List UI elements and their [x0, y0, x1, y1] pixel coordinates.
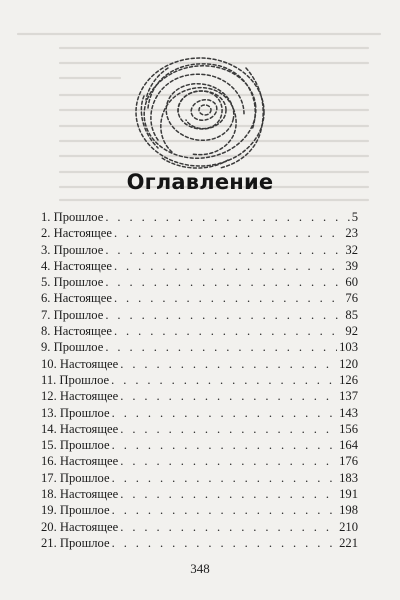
toc-entry-label: 1. Прошлое [41, 210, 104, 224]
toc-entry [41, 535, 358, 551]
toc-entry-page: 126 [339, 372, 358, 387]
page-number: 348 [190, 561, 210, 576]
dashed-swirl-emblem [128, 48, 272, 178]
toc-entry-page: 92 [345, 324, 358, 339]
toc-entry-label: 10. Настоящее [41, 356, 119, 371]
toc-entry-page: 156 [339, 421, 358, 436]
toc-entry-page: 39 [345, 258, 358, 273]
toc-entry [41, 323, 358, 339]
toc-entry-label: 6. Настоящее [41, 291, 112, 306]
dot-leader [114, 290, 343, 306]
toc-entry [41, 372, 358, 388]
toc-entry-label: 3. Прошлое [41, 242, 104, 257]
toc-entry [41, 339, 358, 355]
dot-leader [120, 453, 337, 469]
toc-entry-label: 9. Прошлое [41, 340, 104, 355]
toc-entry [41, 258, 358, 274]
toc-entry-page: 5 [351, 210, 358, 224]
toc-entry [41, 519, 358, 535]
toc-entry-page: 23 [345, 226, 358, 241]
toc-entry-page: 164 [339, 438, 358, 453]
toc-entry-page: 137 [339, 389, 358, 404]
toc-entry-page: 32 [345, 242, 358, 257]
toc-entry-label: 5. Прошлое [41, 275, 104, 290]
toc-entry [41, 437, 358, 453]
toc-entry [41, 225, 358, 241]
toc-entry [41, 356, 358, 372]
dot-leader [114, 323, 343, 339]
toc-entry-page: 76 [345, 291, 358, 306]
toc-entry-label: 2. Настоящее [41, 226, 112, 241]
contents-title: Оглавление [126, 170, 274, 194]
toc-entry [41, 453, 358, 469]
toc-entry [41, 290, 358, 306]
dot-leader [105, 209, 349, 225]
toc-entry-label: 7. Прошлое [41, 307, 104, 322]
dot-leader [114, 225, 343, 241]
toc-entry-label: 8. Настоящее [41, 324, 112, 339]
toc-entry-label: 15. Прошлое [41, 438, 110, 453]
toc-entry-page: 85 [345, 307, 358, 322]
toc-entry-label: 12. Настоящее [41, 389, 119, 404]
dot-leader [112, 405, 338, 421]
toc-entry-page: 120 [339, 356, 358, 371]
toc-entry-page: 176 [339, 454, 358, 469]
toc-entry-page: 191 [339, 487, 358, 502]
toc-entry [41, 388, 358, 404]
dot-leader [120, 519, 337, 535]
toc-entry [41, 307, 358, 323]
dot-leader [105, 274, 343, 290]
toc-entry [41, 209, 358, 225]
dot-leader [120, 421, 337, 437]
dot-leader [105, 339, 337, 355]
toc-entry [41, 470, 358, 486]
toc-entry-label: 11. Прошлое [41, 372, 110, 387]
table-of-contents [41, 209, 358, 551]
dot-leader [105, 307, 343, 323]
dot-leader [111, 372, 337, 388]
dot-leader [120, 388, 337, 404]
toc-entry [41, 502, 358, 518]
toc-entry-page: 183 [339, 470, 358, 485]
toc-entry-label: 21. Прошлое [41, 535, 110, 550]
toc-entry-page: 103 [339, 340, 358, 355]
toc-entry [41, 274, 358, 290]
toc-entry-label: 16. Настоящее [41, 454, 119, 469]
toc-entry-page: 60 [345, 275, 358, 290]
toc-entry [41, 242, 358, 258]
toc-entry-page: 221 [339, 535, 358, 550]
dot-leader [114, 258, 343, 274]
toc-entry-label: 14. Настоящее [41, 421, 119, 436]
dot-leader [120, 486, 337, 502]
toc-entry-label: 17. Прошлое [41, 470, 110, 485]
toc-entry-label: 20. Настоящее [41, 519, 119, 534]
dot-leader [112, 502, 338, 518]
toc-entry-label: 18. Настоящее [41, 487, 119, 502]
dot-leader [120, 356, 337, 372]
toc-entry-label: 19. Прошлое [41, 503, 110, 518]
dot-leader [112, 470, 338, 486]
toc-entry-page: 210 [339, 519, 358, 534]
toc-entry-page: 143 [339, 405, 358, 420]
dot-leader [112, 437, 338, 453]
toc-entry [41, 405, 358, 421]
toc-entry [41, 486, 358, 502]
toc-entry [41, 421, 358, 437]
toc-entry-page: 198 [339, 503, 358, 518]
toc-entry-label: 13. Прошлое [41, 405, 110, 420]
toc-entry-label: 4. Настоящее [41, 258, 112, 273]
dot-leader [105, 242, 343, 258]
dot-leader [112, 535, 338, 551]
